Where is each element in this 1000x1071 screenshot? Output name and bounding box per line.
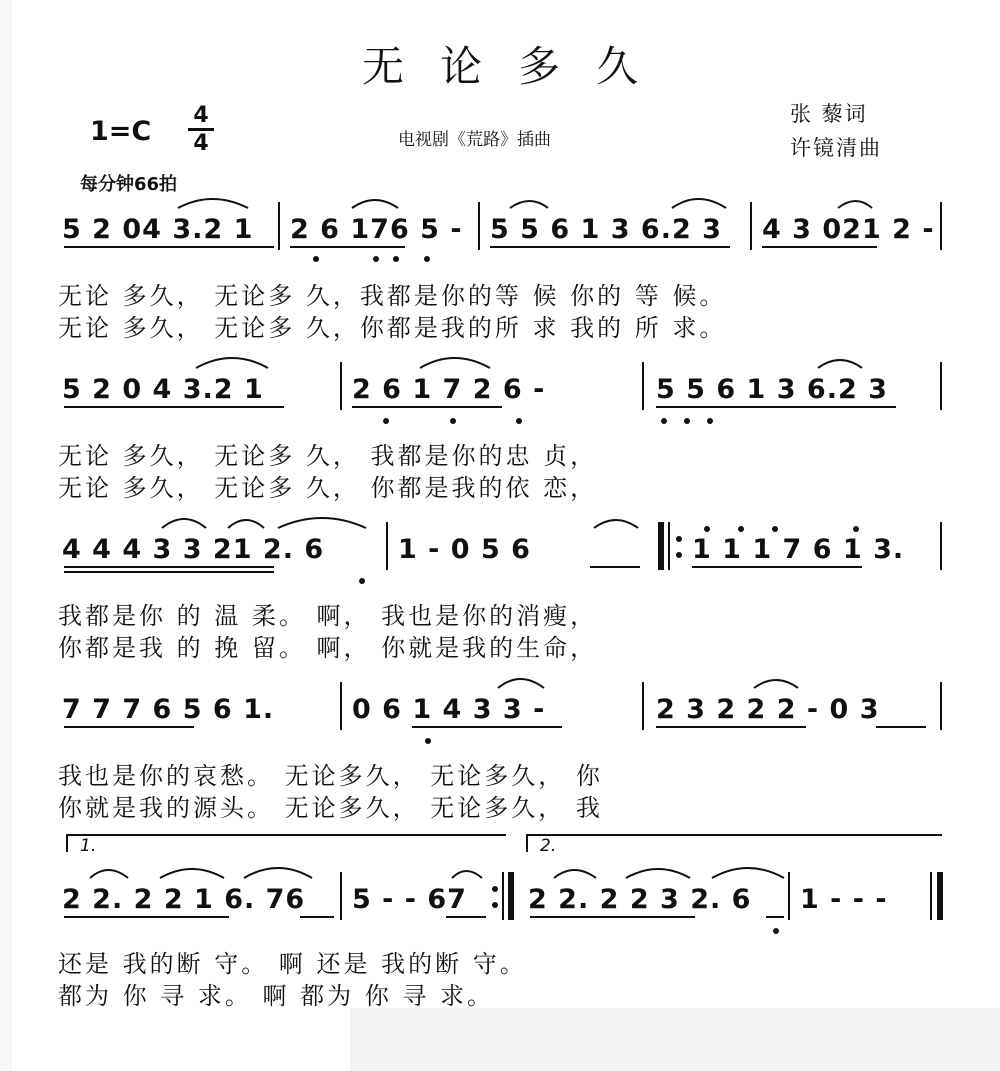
slur	[554, 870, 596, 878]
row5-lyric-verse2: 都为 你 寻 求。 啊 都为 你 寻 求。	[58, 982, 495, 1010]
row4-measure1-notes: 7 7 7 6 5 6 1.	[62, 694, 275, 725]
slur	[712, 868, 784, 878]
row4-lyric-verse1: 我也是你的哀愁。 无论多久， 无论多久， 你	[58, 762, 603, 790]
row5-measure2-notes: 5 - - 67	[352, 884, 467, 915]
row1-lyric-verse1: 无论 多久， 无论多 久，我都是你的等 候 你的 等 候。	[58, 282, 727, 310]
subtitle: 电视剧《荒路》插曲	[398, 130, 551, 150]
row4-lyric-verse2: 你就是我的源头。 无论多久， 无论多久， 我	[58, 794, 603, 822]
row2-measure3-notes: 5 5 6 1 3 6.2 3	[656, 374, 888, 405]
slur	[178, 199, 248, 208]
row3-measure1-notes: 4 4 4 3 3 21 2. 6	[62, 534, 325, 565]
slur	[594, 520, 638, 528]
slur	[754, 680, 798, 688]
slur	[162, 519, 206, 528]
row5-measure3-notes: 2 2. 2 2 3 2. 6	[528, 884, 752, 915]
slur	[244, 868, 312, 878]
row1-measure2-notes: 2 6 176 5 -	[290, 214, 463, 245]
row1-measure1-notes: 5 2 04 3.2 1	[62, 214, 254, 245]
slur	[452, 871, 482, 878]
row2-lyric-verse1: 无论 多久， 无论多 久， 我都是你的忠 贞，	[58, 442, 598, 470]
row3-measure2-notes: 1 - 0 5 6	[398, 534, 531, 565]
slur	[626, 869, 690, 878]
row2-measure2-notes: 2 6 1 7 2 6 -	[352, 374, 546, 405]
slur	[498, 679, 544, 688]
row4-measure3-notes: 2 3 2 2 2 - 0 3	[656, 694, 880, 725]
row1-measure3-notes: 5 5 6 1 3 6.2 3	[490, 214, 722, 245]
slur	[160, 869, 224, 878]
slur	[90, 870, 128, 878]
slur	[278, 518, 366, 528]
row2-lyric-verse2: 无论 多久， 无论多 久， 你都是我的依 恋，	[58, 474, 598, 502]
row1-measure4-notes: 4 3 021 2 -	[762, 214, 935, 245]
row4-measure2-notes: 0 6 1 4 3 3 -	[352, 694, 546, 725]
composer-credit: 许镜清曲	[790, 136, 882, 160]
slur	[672, 199, 726, 208]
row3-lyric-verse2: 你都是我 的 挽 留。 啊， 你就是我的生命，	[58, 634, 598, 662]
row5-lyric-verse1: 还是 我的断 守。 啊 还是 我的断 守。	[58, 950, 527, 978]
slur	[510, 201, 548, 208]
row1-lyric-verse2: 无论 多久， 无论多 久，你都是我的所 求 我的 所 求。	[58, 314, 727, 342]
slur	[818, 360, 862, 368]
slur	[838, 201, 872, 208]
row5-measure4-notes: 1 - - -	[800, 884, 888, 915]
row3-measure3-notes: 1 1 1 7 6 1 3.	[692, 534, 905, 565]
song-title: 无论多久	[361, 42, 674, 91]
slur	[420, 358, 490, 368]
time-numerator: 4	[193, 103, 209, 128]
volta-2-label: 2.	[540, 836, 557, 856]
key-signature: 1=C	[90, 116, 152, 147]
volta-1-label: 1.	[80, 836, 97, 856]
row2-measure1-notes: 5 2 0 4 3.2 1	[62, 374, 264, 405]
row3-lyric-verse1: 我都是你 的 温 柔。 啊， 我也是你的消瘦，	[58, 602, 598, 630]
time-denominator: 4	[193, 131, 209, 156]
lyricist-credit: 张 藜词	[790, 102, 868, 126]
slur	[352, 200, 398, 208]
tempo-marking: 每分钟66拍	[80, 174, 178, 195]
row5-measure1-notes: 2 2. 2 2 1 6. 76	[62, 884, 306, 915]
slur	[228, 520, 264, 528]
slur	[196, 358, 268, 368]
